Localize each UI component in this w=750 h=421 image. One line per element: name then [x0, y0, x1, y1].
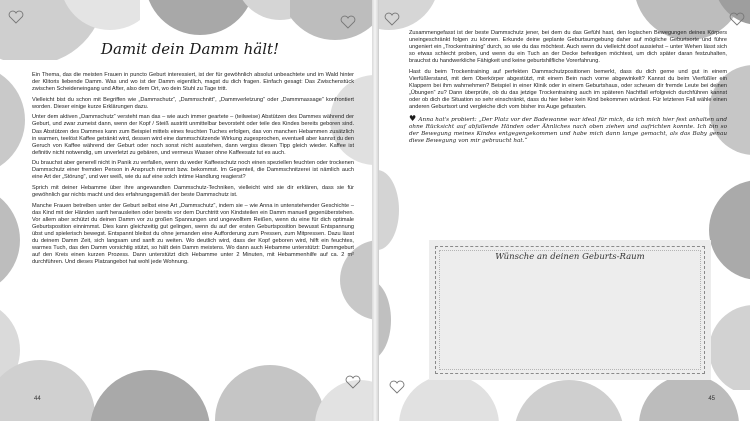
right-page [378, 0, 750, 421]
page-title: Damit dein Damm hält! [100, 40, 280, 58]
wish-box-border-inner [439, 250, 701, 370]
deco-circle-left-edge [0, 60, 30, 380]
deco-circle-bottom [0, 345, 373, 421]
paragraph: Sprich mit deiner Hebamme über ihre angewandten Dammschutz-Techniken, vielleicht wird sie dir erklären, dass sie für gewöhnlich gar nichts macht und des erfahrungsgemäß der beste Dammschutz ist. [32, 185, 354, 199]
heart-icon [384, 12, 400, 26]
left-text-column [32, 72, 354, 270]
paragraph: Du brauchst aber generell nicht in Panik zu verfallen, wenn du weder Kaffeeschutz noch einen speziellen feuchten oder trockenen Dammschutz einer fremden Person in Anspruch nimmst bzw. bekommst. Im Gegenteil, die Dammschnitzerei ist nämlich auch eine Art der „Störung“, und wer weiß, wie du auf eine solch intime Handlung reagierst? [32, 160, 354, 181]
page-number: 44 [34, 396, 41, 402]
quote-block [409, 115, 727, 146]
heart-icon [345, 375, 361, 389]
heart-icon [340, 15, 356, 29]
paragraph: Hast du beim Trockentraining auf perfekten Dammschutzpositionen bemerkt, dass du dich gerne und gut in einem Vierfüßlerstand, mit dem Oberkörper abgestützt, mit einem Bein nach vorne abgewinkelt? Kannst du beim Vierfüßler ein Klappern bei ihm wahrnehmen? Beispiel in einer Klinik oder in einem Geburtshaus, oder scheuen dir fremde Leute bei deinen „Übungen“ zu? Dann überprüfe, ob du das jetzige Trockentraining auch im späteren Nachtfall erfolgreich durchführen kannst oder ob dich die Situation so sehr einschränkt, dass du hier lieber kein Kind bekommen würdest. Für letzteren Fall wähle einen anderen Geburtsort und vergleiche dich vom bisher ins Auge gefassten. [409, 68, 727, 111]
paragraph: Zusammengefasst ist der beste Dammschutz jener, bei dem du das Gefühl hast, den logischen Bewegungen deines Körpers uneingeschränkt folgen zu können. Erkunde deine geplante Geburtsumgebung daher auf mögliche Geburtsorte und führe ungeniert ein „Trockentraining“ durch, so wie du das möchtest. Auch wenn du vielleicht doof aussiehst – unter Wehen lässt sich so etwas schlecht proben, und wenn du ein Tuch an der Decke befestigen möchtest, um dich später daran festzuhalten, brauchst du handwerkliche Fähigkeit und keine geburtshilfliche Vorerfahrung. [409, 30, 727, 65]
paragraph: Ein Thema, das die meisten Frauen in puncto Geburt interessiert, ist der für gewöhnlich absolut unbeachtete und im Wald hinter der Klitoris liebende Damm. Was und wo ist der Damm eigentlich, magst du dich fragen. Einfach gesagt: Das Zwischenstück zwischen Scheideneingang und After, also dem Ort, wo dein Stuhl zu Tage tritt. [32, 72, 354, 93]
wish-box [429, 240, 711, 380]
heart-icon [8, 10, 24, 24]
heart-icon [389, 380, 405, 394]
paragraph: Vielleicht bist du schon mit Begriffen wie „Dammschutz“, „Dammschnitt“, „Dammverletzung“ oder „Dammmassage“ konfrontiert worden. Dieser einige kurze Erklärungen dazu. [32, 96, 354, 110]
page-number: 45 [708, 396, 715, 402]
wish-box-title: Wünsche an deinen Geburts-Raum [495, 252, 645, 262]
paragraph: Manche Frauen betreiben unter der Geburt selbst eine Art „Dammschutz“, indem sie – wie Anna in untenstehender Geschichte – das Kind mit der Händen sanft herausleiten oder bereits vor dem Durchtritt von Kindsteilen ein Damm manuell gegenüberstehen. Vor allem aber schützt du deinen Damm vor zu großen Spannungen und ungewolltem Reißen, wenn du eine für dich optimale Geburtsposition einnimmst. Dies kann gleichzeitig gut gelingen, wenn du auf der ersten Geburtsposition bewusst Entspannung übst und spielerisch bewegst. Entspannt bleibst du ohne jemanden eine Aufforderung zum Pressen, zum Mitpressen. Dazu lässt du deinem Damm Zeit, sich langsam und sanft zu weiten. Wo deutlich wird, dass der Kopf geboren wird, hilft ein feuchtes, warmes Tuch, das den Damm vorsichtig stützt, so hält dein Damm meistens. Wo dann auch Hebamme unterstützt: Dammgeburt auf den Kreis einen kurzen Prozess. Dann unterstützt dich Hebamme unter 2 Minuten, mit Hebammenhilfe auf ca. 2 m² durchführen. Und dieses Platzangebot hat wohl jede Wohnung. [32, 202, 354, 266]
deco-leaf-left [378, 150, 409, 370]
right-text-column [409, 30, 727, 149]
heart-icon [729, 12, 745, 26]
quote-text: Anna hat's probiert: „Der Platz vor der Badewanne war ideal für mich, da ich mich hier fest anhalten und ohne Rücksicht auf abfallende Händen oder Ähnliches nach oben ziehen und aufrichten konnte. Ich bin so der Bewegung meines Kindes entgegengekommen und habe mich dann lange gemacht, als das Baby genau diese Bewegung von mir gebraucht hat.“ [409, 116, 728, 145]
left-page [0, 0, 373, 421]
paragraph: Unter dem aktiven „Dammschutz“ versteht man das – wie auch immer geartete – (teilweise) Abstützen des Dammes während der Geburt, und zwar zumeist dann, wenn der Kopf / Steiß austritt unmittelbar bevorsteht oder teile des Kindes bereits geboren sind. Das Abstützen des Dammes kann zum Beispiel mittels eines feuchten Tuches erfolgen, das von manchen Hebammen zusätzlich in warmen, teelöst Kaffee getränkt wird, dessen wird eine dammschützende Wirkung zugesprochen, eventuell aber kannst du den Geruch von Kaffee während der Geburt oder noch sonst nicht ausstehen, dann vergiss diesen Tipp gleich wieder. Kaffee ist definitiv nicht notwendig, um unverletzt zu gebären, und vermeus Wasser ohne Kaffeesatz tut es auch. [32, 114, 354, 156]
heart-star-icon: ♥ [409, 113, 417, 123]
